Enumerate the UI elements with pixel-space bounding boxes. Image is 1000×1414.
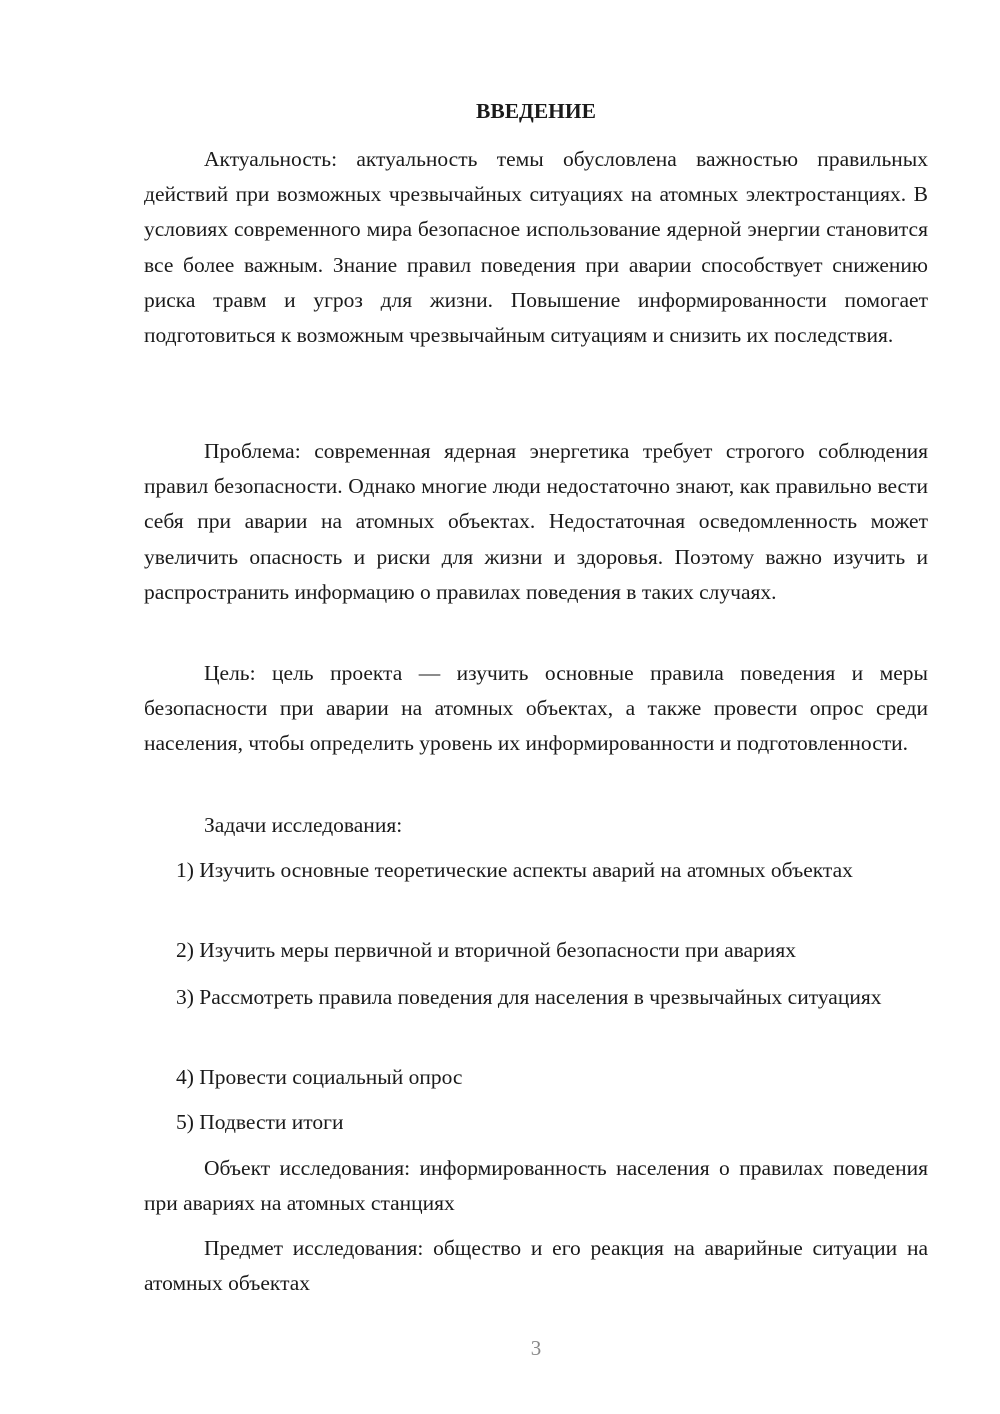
task-item-3: 3) Рассмотреть правила поведения для населения в чрезвычайных ситуациях [176,985,882,1009]
section-heading: ВВЕДЕНИЕ [476,99,596,123]
task-item-1: 1) Изучить основные теоретические аспекты аварий на атомных объектах [176,858,853,882]
task-item-5: 5) Подвести итоги [176,1110,344,1134]
paragraph-goal: Цель: цель проекта — изучить основные правила поведения и меры безопасности при аварии на атомных объектах, а также провести опрос среди населения, чтобы определить уровень их информированности и подготовленности. [144,661,928,756]
tasks-title: Задачи исследования: [204,813,403,837]
paragraph-relevance: Актуальность: актуальность темы обусловлена важностью правильных действий при возможных чрезвычайных ситуациях на атомных электростанциях. В условиях современного мира безопасное использование ядерной энергии становится все более важным. Знание правил поведения при аварии способствует снижению риска травм и угроз для жизни. Повышение информированности помогает подготовиться к возможным чрезвычайным ситуациям и снизить их последствия. [144,147,928,348]
task-item-2: 2) Изучить меры первичной и вторичной безопасности при авариях [176,938,796,962]
paragraph-problem: Проблема: современная ядерная энергетика требует строгого соблюдения правил безопасности. Однако многие люди недостаточно знают, как правильно вести себя при аварии на атомных объектах. Недостаточная осведомленность может увеличить опасность и риски для жизни и здоровья. Поэтому важно изучить и распространить информацию о правилах поведения в таких случаях. [144,439,928,604]
paragraph-subject: Предмет исследования: общество и его реакция на аварийные ситуации на атомных объектах [144,1236,928,1296]
page-number: 3 [530,1336,542,1360]
paragraph-object: Объект исследования: информированность населения о правилах поведения при авариях на атомных станциях [144,1156,928,1216]
task-item-4: 4) Провести социальный опрос [176,1065,463,1089]
